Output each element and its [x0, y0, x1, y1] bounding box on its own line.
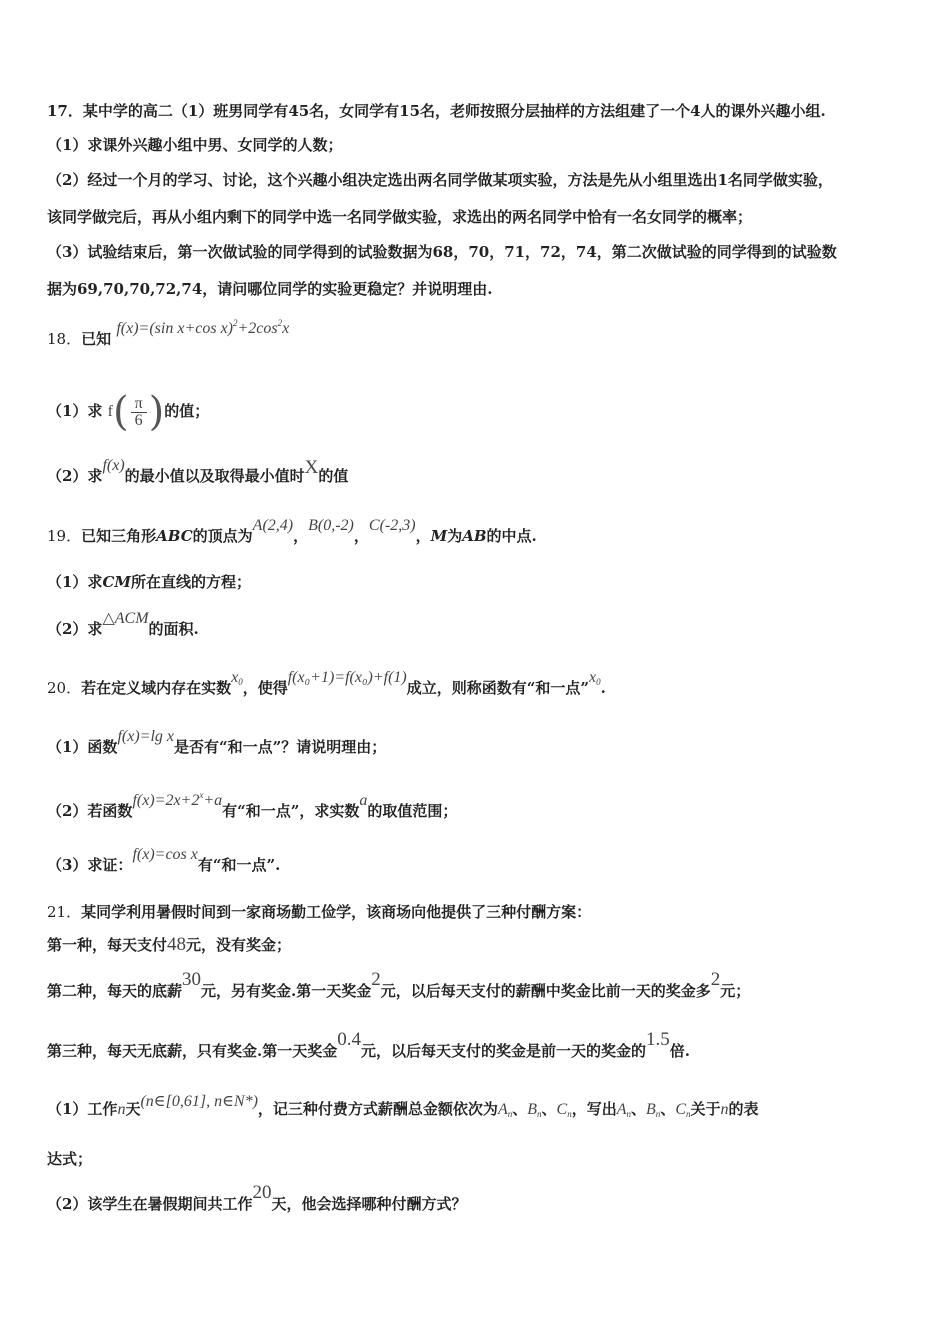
- q21-stem-text: 某同学利用暑假时间到一家商场勤工俭学，该商场向他提供了三种付酬方案：: [81, 903, 592, 921]
- q20-part1: [47, 728, 387, 759]
- q19-cm: CM: [102, 573, 131, 591]
- q21-s2-a: 第二种，每天的底薪: [47, 982, 183, 1000]
- q21-scheme3: [47, 1029, 690, 1062]
- q18-part1: [47, 389, 210, 435]
- q21-v2a: 2: [371, 969, 381, 990]
- q19-comma2: ，: [353, 527, 369, 545]
- q21-s2-d: 元；: [720, 982, 751, 1000]
- q21-an1: $A_n$: [497, 1101, 513, 1119]
- q20-p2-pre: （2）若函数: [47, 802, 133, 820]
- q17-part2b: 该同学做完后，再从小组内剩下的同学中选一名同学做实验，求选出的两名同学中恰有一名女同学的概率；: [47, 208, 753, 226]
- q20-stem-b: ，使得: [242, 679, 288, 697]
- q21-p2-a: （2）该学生在暑假期间共工作: [47, 1195, 253, 1213]
- q17-part2a: （2）经过一个月的学习、讨论，这个兴趣小组决定选出两名同学做某项实验，方法是先从小组里选出1名同学做实验，: [47, 171, 833, 189]
- q18-p2-mid: 的最小值以及取得最小值时: [124, 467, 305, 485]
- q19-part2: [47, 610, 199, 641]
- q20-p3-pre: （3）求证：: [47, 856, 133, 874]
- q21-sep3: 、: [631, 1100, 647, 1118]
- q17-part3b: 据为69,70,70,72,74，请问哪位同学的实验更稳定？并说明理由.: [47, 280, 493, 298]
- q21-cn1: $C_n$: [556, 1101, 572, 1119]
- q20-stem-end: .: [600, 679, 606, 697]
- q21-scheme1: [47, 934, 291, 956]
- q18-f-label: f: [107, 403, 113, 420]
- q18-left-paren: (: [113, 389, 129, 435]
- q18-frac-den: 6: [134, 411, 143, 429]
- q21-v2b: 2: [710, 969, 721, 990]
- q18-stem: [47, 318, 290, 351]
- q21-s3-c: 倍.: [669, 1042, 690, 1060]
- q21-n1: n: [117, 1101, 126, 1118]
- q21-n2: n: [720, 1101, 729, 1118]
- q21-p1-b: 天: [125, 1100, 141, 1118]
- q20-p1-post: 是否有“和一点”？请说明理由；: [173, 738, 387, 756]
- q18-part2: [47, 457, 349, 488]
- q21-scheme2: [47, 969, 751, 1002]
- q18-function-def: f(x)=(sin x+cos $x)^2+2\cos^2x$: [116, 318, 290, 337]
- q21-s3-a: 第三种，每天无底薪，只有奖金.第一天奖金: [47, 1042, 338, 1060]
- q19-p1-pre: （1）求: [47, 573, 103, 591]
- q18-fraction: [131, 396, 147, 429]
- q18-p1-post: 的值；: [164, 402, 210, 420]
- q19-comma1: ，: [293, 527, 309, 545]
- q19-triangle: △ACM: [102, 610, 149, 627]
- q20-part3: [47, 846, 281, 877]
- q21-p1-c: ，记三种付费方式薪酬总金额依次为: [257, 1100, 498, 1118]
- q19-m: M: [430, 527, 448, 545]
- q19-part1: [47, 571, 251, 593]
- q17-part3a: （3）试验结束后，第一次做试验的同学得到的试验数据为68，70，71，72，74，第二次做试验的同学得到的试验数: [47, 243, 837, 261]
- q19-point-c: C(-2,3): [368, 517, 416, 534]
- q19-is: 为: [447, 527, 463, 545]
- q21-an2: $A_n$: [616, 1101, 631, 1119]
- q20-f3: f(x)=cos x: [132, 846, 198, 863]
- q21-p1-e: 关于: [690, 1100, 721, 1118]
- q21-sep4: 、: [660, 1100, 676, 1118]
- q18-known: 已知: [81, 330, 112, 348]
- q20-condition: f(x₀+1)=f(x₀)+f(1): [287, 669, 407, 686]
- q20-stem-a: 若在定义域内存在实数: [81, 679, 232, 697]
- q21-part1: [47, 1093, 759, 1125]
- q17-part1: （1）求课外兴趣小组中男、女同学的人数；: [47, 136, 343, 154]
- q18-p2-pre: （2）求: [47, 467, 103, 485]
- q20-p2-post: 的取值范围；: [367, 802, 458, 820]
- q20-number: 20．: [47, 679, 82, 697]
- q21-condition: (n∈[0,61], n∈N*): [140, 1093, 258, 1110]
- q20-a: a: [359, 792, 368, 809]
- q21-p1-a: （1）工作: [47, 1100, 118, 1118]
- q20-part2: [47, 790, 458, 823]
- q19-abc: ABC: [156, 527, 193, 545]
- q20-p2-mid: 有“和一点”，求实数: [222, 802, 360, 820]
- q20-p1-pre: （1）函数: [47, 738, 118, 756]
- q21-sep2: 、: [541, 1100, 557, 1118]
- q21-v30: 30: [182, 969, 202, 990]
- q19-stem: [47, 517, 537, 548]
- q19-p2-pre: （2）求: [47, 620, 103, 638]
- q19-point-a: A(2,4): [252, 517, 294, 534]
- q21-v15: 1.5: [646, 1029, 670, 1050]
- q21-p1-f: 的表: [728, 1100, 759, 1118]
- q21-part2: [47, 1182, 467, 1215]
- q20-f1: f(x)=lg x: [117, 728, 174, 745]
- q18-x: X: [304, 457, 319, 478]
- q21-s1-post: 元，没有奖金；: [186, 936, 292, 954]
- q17-stem: 17．某中学的高二（1）班男同学有45名，女同学有15名，老师按照分层抽样的方法组建了一个4人的课外兴趣小组.: [47, 102, 826, 120]
- q19-number: 19．: [47, 527, 82, 545]
- q21-bn2: $B_n$: [646, 1101, 661, 1119]
- q18-p2-post: 的值: [318, 467, 349, 485]
- q19-mid: 的中点.: [486, 527, 537, 545]
- q21-v48: 48: [167, 934, 187, 955]
- q21-s3-b: 元，以后每天支付的奖金是前一天的奖金的: [360, 1042, 646, 1060]
- q20-f2: $f(x)=2x+2^x+a$: [132, 790, 223, 809]
- q19-p2-post: 的面积.: [148, 620, 199, 638]
- q18-p1-pre: （1）求: [47, 402, 103, 420]
- q21-part1-cont: 达式；: [47, 1150, 93, 1168]
- q21-bn1: $B_n$: [527, 1101, 542, 1119]
- q21-p1-d: ，写出: [571, 1100, 617, 1118]
- q21-sep1: 、: [512, 1100, 528, 1118]
- q19-vertices: 的顶点为: [192, 527, 253, 545]
- q20-stem-c: 成立，则称函数有“和一点”: [406, 679, 590, 697]
- q20-p3-post: 有“和一点”.: [197, 856, 281, 874]
- q19-stem-pre: 已知三角形: [81, 527, 157, 545]
- q21-p2-b: 天，他会选择哪种付酬方式？: [271, 1195, 467, 1213]
- q19-p1-post: 所在直线的方程；: [130, 573, 251, 591]
- q20-stem: [47, 669, 606, 704]
- q21-v20: 20: [252, 1182, 272, 1203]
- q21-s1-pre: 第一种，每天支付: [47, 936, 168, 954]
- q19-ab: AB: [462, 527, 487, 545]
- q21-s2-b: 元，另有奖金.第一天奖金: [201, 982, 372, 1000]
- q21-cn2: $C_n$: [675, 1101, 691, 1119]
- q19-comma3: ，: [415, 527, 431, 545]
- q21-number: 21．: [47, 903, 82, 921]
- q18-fx: f(x): [102, 457, 125, 474]
- q18-right-paren: ): [148, 389, 165, 435]
- q20-x0: $x_0$: [231, 669, 243, 687]
- q21-stem: [47, 901, 591, 923]
- q21-s2-c: 元，以后每天支付的薪酬中奖金比前一天的奖金多: [380, 982, 711, 1000]
- q21-v04: 0.4: [337, 1029, 361, 1050]
- q20-x0-end: $x_0$: [589, 669, 601, 687]
- q18-number: 18．: [47, 330, 82, 348]
- q18-frac-num: π: [134, 394, 143, 412]
- q19-point-b: B(0,-2): [308, 517, 354, 534]
